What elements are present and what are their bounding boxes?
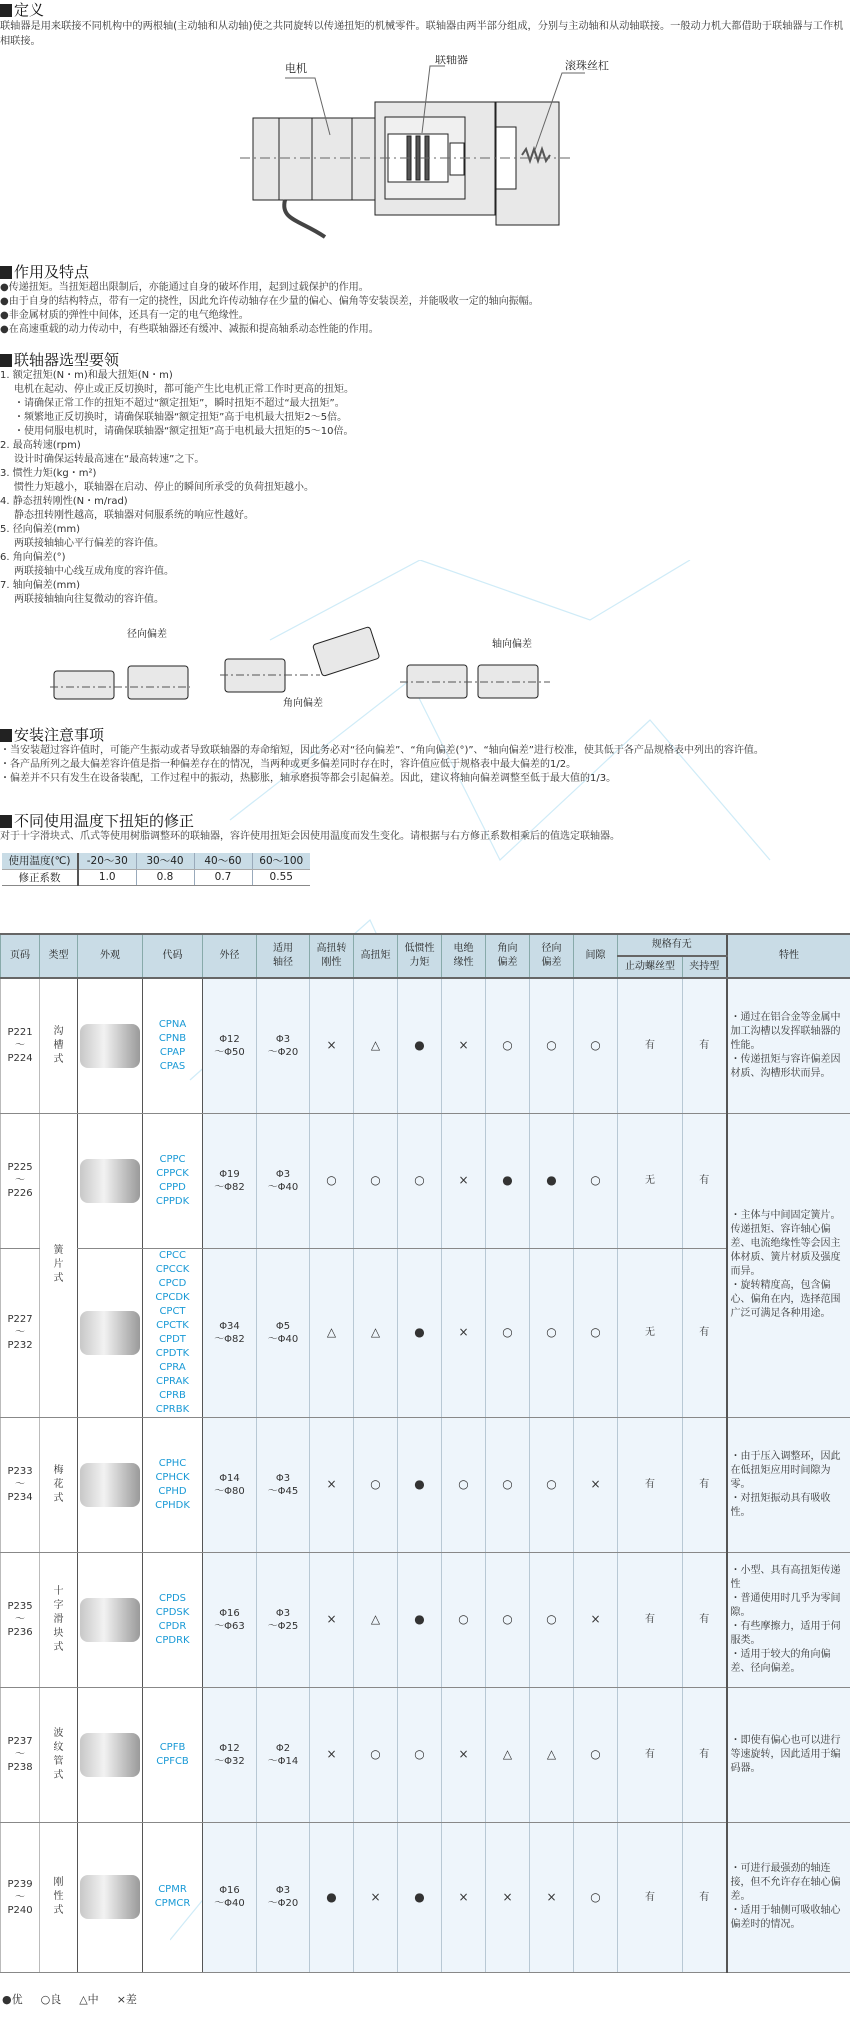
rating-cell: △ <box>530 1687 574 1822</box>
col-insulation: 电绝缘性 <box>442 934 486 978</box>
label-angular: 角向偏差 <box>283 698 323 709</box>
install-item: ・当安装超过容许值时，可能产生振动或者导致联轴器的寿命缩短，因此务必对“径向偏差”、“角向偏差(°)”、“轴向偏差”进行校准，使其低于各产品规格表中列出的容许值。 <box>0 745 764 756</box>
col-torque: 高扭矩 <box>354 934 398 978</box>
selection-line: ・请确保正常工作的扭矩不超过“额定扭矩”，瞬时扭矩不超过“最大扭矩”。 <box>14 398 345 409</box>
rating-cell: ○ <box>574 1687 618 1822</box>
rating-cell: ○ <box>354 1113 398 1248</box>
label-axial: 轴向偏差 <box>492 639 532 650</box>
od-cell: Φ34 ～Φ82 <box>203 1248 257 1417</box>
selection-list <box>0 369 850 607</box>
temp-cell: 0.8 <box>136 869 194 885</box>
section-marker-icon <box>0 729 12 742</box>
product-image <box>78 1687 143 1822</box>
install-title-text: 安装注意事项 <box>14 726 105 744</box>
page-cell[interactable]: P221 ～ P224 <box>1 978 40 1113</box>
selection-title-text: 联轴器选型要领 <box>14 351 120 369</box>
product-image <box>78 1822 143 1972</box>
temp-cell: 0.55 <box>252 869 310 885</box>
rating-cell: ○ <box>442 1552 486 1687</box>
label-motor: 电机 <box>285 62 307 75</box>
definition-text: 联轴器是用来联接不同机构中的两根轴(主动轴和从动轴)使之共同旋转以传递扭矩的机械零件。联轴器由两半部分组成，分别与主动轴和从动轴联接。一般动力机大都借助于联轴器与工作机相联接。 <box>0 21 844 47</box>
temp-cell: 0.7 <box>194 869 252 885</box>
feature-cell: ・小型、具有高扭矩传递性 ・普通使用时几乎为零间隙。 ・有些摩擦力，适用于伺服类。 ・适用于较大的角向偏差、径向偏差。 <box>727 1552 850 1687</box>
rating-cell: ○ <box>486 1552 530 1687</box>
selection-line: ・使用伺服电机时，请确保联轴器“额定扭矩”高于电机最大扭矩的5～10倍。 <box>14 426 354 437</box>
clamp-cell: 有 <box>683 1113 727 1248</box>
code-cell[interactable]: CPFB CPFCB <box>143 1687 203 1822</box>
code-cell[interactable]: CPMR CPMCR <box>143 1822 203 1972</box>
selection-section <box>0 351 850 607</box>
coupling-photo-icon <box>80 1159 140 1203</box>
selection-line: 1. 额定扭矩(N・m)和最大扭矩(N・m) <box>0 370 173 381</box>
coupling-photo-icon <box>80 1024 140 1068</box>
col-spec: 规格有无 <box>618 934 727 956</box>
od-cell: Φ16 ～Φ40 <box>203 1822 257 1972</box>
type-cell: 刚 性 式 <box>40 1822 78 1972</box>
rating-cell: △ <box>354 1248 398 1417</box>
od-cell: Φ16 ～Φ63 <box>203 1552 257 1687</box>
label-coupling: 联轴器 <box>435 55 468 66</box>
selection-line: 2. 最高转速(rpm) <box>0 440 81 451</box>
selection-line: 4. 静态扭转刚性(N・m/rad) <box>0 496 128 507</box>
feature-item: ●传递扭矩。当扭矩超出限制后，亦能通过自身的破坏作用，起到过载保护的作用。 <box>0 282 369 293</box>
rating-cell: ○ <box>530 1417 574 1552</box>
feature-cell: ・可进行最强劲的轴连接，但不允许存在轴心偏差。 ・适用于轴侧可吸收轴心偏差时的情况。 <box>727 1822 850 1972</box>
rating-cell: × <box>310 1552 354 1687</box>
feature-item: ●非金属材质的弹性中间体，还具有一定的电气绝缘性。 <box>0 310 249 321</box>
rating-cell: × <box>310 1417 354 1552</box>
rating-cell: × <box>354 1822 398 1972</box>
rating-cell: ● <box>398 1822 442 1972</box>
section-marker-icon <box>0 266 12 279</box>
clamp-cell: 有 <box>683 1687 727 1822</box>
col-angular: 角向偏差 <box>486 934 530 978</box>
feature-item: ●在高速重载的动力传动中，有些联轴器还有缓冲、减振和提高轴系动态性能的作用。 <box>0 324 379 335</box>
setscrew-cell: 无 <box>618 1248 683 1417</box>
rating-cell: × <box>574 1417 618 1552</box>
rating-cell: ○ <box>398 1113 442 1248</box>
shaft-cell: Φ3 ～Φ25 <box>257 1552 310 1687</box>
selection-line: 两联接轴轴心平行偏差的容许值。 <box>14 538 164 549</box>
legend-medium: △中 <box>79 1993 99 2006</box>
shaft-cell: Φ3 ～Φ20 <box>257 1822 310 1972</box>
definition-section <box>0 1 850 49</box>
install-item: ・各产品所列之最大偏差容许值是指一种偏差存在的情况，当两种或更多偏差同时存在时，容许值应低于规格表中最大偏差的1/2。 <box>0 759 577 770</box>
install-section <box>0 726 850 786</box>
rating-cell: ○ <box>530 978 574 1113</box>
shaft-cell: Φ3 ～Φ40 <box>257 1113 310 1248</box>
shaft-cell: Φ3 ～Φ20 <box>257 978 310 1113</box>
product-image <box>78 1113 143 1248</box>
type-cell: 沟 槽 式 <box>40 978 78 1113</box>
temp-header-cell: 30～40 <box>136 853 194 869</box>
legend-excellent: ●优 <box>2 1993 23 2006</box>
feature-cell: ・主体与中间固定簧片。传递扭矩、容许轴心偏差、电流绝缘性等会因主体材质、簧片材质及强度而异。 ・旋转精度高，包含偏心、偏角在内，选择范围广泛可满足各种用途。 <box>727 1113 850 1417</box>
section-marker-icon <box>0 354 12 367</box>
definition-title <box>0 1 850 19</box>
code-cell[interactable]: CPCC CPCCK CPCD CPCDK CPCT CPCTK CPDT CPDTK CPRA CPRAK CPRB CPRBK <box>143 1248 203 1417</box>
table-row <box>1 978 850 1113</box>
setscrew-cell: 有 <box>618 1687 683 1822</box>
table-row <box>1 1417 850 1552</box>
rating-cell: △ <box>486 1687 530 1822</box>
od-cell: Φ12 ～Φ50 <box>203 978 257 1113</box>
od-cell: Φ14 ～Φ80 <box>203 1417 257 1552</box>
clamp-cell: 有 <box>683 1248 727 1417</box>
features-section <box>0 263 850 337</box>
selection-line: 两联接轴中心线互成角度的容许值。 <box>14 566 174 577</box>
rating-cell: ○ <box>530 1248 574 1417</box>
col-clamp: 夹持型 <box>683 956 727 978</box>
setscrew-cell: 有 <box>618 1552 683 1687</box>
col-page: 页码 <box>1 934 40 978</box>
rating-cell: ● <box>310 1822 354 1972</box>
page-cell[interactable]: P227 ～ P232 <box>1 1248 40 1417</box>
table-row <box>1 1113 850 1248</box>
rating-cell: ○ <box>442 1417 486 1552</box>
clamp-cell: 有 <box>683 1822 727 1972</box>
setscrew-cell: 有 <box>618 1417 683 1552</box>
selection-line: 电机在起动、停止或正反切换时，都可能产生比电机正常工作时更高的扭矩。 <box>14 384 354 395</box>
col-code: 代码 <box>143 934 203 978</box>
temp-header-cell: 使用温度(℃) <box>2 853 78 869</box>
rating-cell: × <box>310 978 354 1113</box>
feature-cell: ・由于压入调整环，因此在低扭矩应用时间隙为零。 ・对扭矩振动具有吸收性。 <box>727 1417 850 1552</box>
coupling-photo-icon <box>80 1598 140 1642</box>
rating-cell: ○ <box>486 1417 530 1552</box>
misalignment-diagrams <box>40 615 820 710</box>
col-od: 外径 <box>203 934 257 978</box>
coupling-comparison-table <box>0 933 850 1973</box>
col-type: 类型 <box>40 934 78 978</box>
selection-line: 5. 径向偏差(mm) <box>0 524 81 535</box>
table-row <box>1 1822 850 1972</box>
temp-header-cell: 60～100 <box>252 853 310 869</box>
coupling-photo-icon <box>80 1311 140 1355</box>
col-setscrew: 止动螺丝型 <box>618 956 683 978</box>
coupling-photo-icon <box>80 1733 140 1777</box>
setscrew-cell: 有 <box>618 978 683 1113</box>
selection-line: 惯性力矩越小，联轴器在启动、停止的瞬间所承受的负荷扭矩越小。 <box>14 482 314 493</box>
rating-cell: × <box>442 978 486 1113</box>
symbol-legend <box>2 1991 137 2007</box>
selection-line: 6. 角向偏差(°) <box>0 552 66 563</box>
type-cell: 波 纹 管 式 <box>40 1687 78 1822</box>
setscrew-cell: 有 <box>618 1822 683 1972</box>
col-rigid: 高扭转刚性 <box>310 934 354 978</box>
rating-cell: ○ <box>574 1248 618 1417</box>
selection-line: 两联接轴轴向往复微动的容许值。 <box>14 594 164 605</box>
clamp-cell: 有 <box>683 1552 727 1687</box>
temperature-text: 对于十字滑块式、爪式等使用树脂调整环的联轴器，容许使用扭矩会因使用温度而发生变化。请根据与右方修正系数相乘后的值选定联轴器。 <box>0 831 620 842</box>
rating-cell: × <box>310 1687 354 1822</box>
rating-cell: ○ <box>574 1113 618 1248</box>
features-title <box>0 263 850 281</box>
feature-cell: ・通过在铝合金等金属中加工沟槽以发挥联轴器的性能。 ・传递扭矩与容许偏差因材质、沟槽形状而异。 <box>727 978 850 1113</box>
temperature-table <box>2 853 310 886</box>
rating-cell: ○ <box>354 1417 398 1552</box>
install-title <box>0 726 850 744</box>
clamp-cell: 有 <box>683 1417 727 1552</box>
od-cell: Φ12 ～Φ32 <box>203 1687 257 1822</box>
rating-cell: ● <box>398 1248 442 1417</box>
feature-item: ●由于自身的结构特点，带有一定的挠性，因此允许传动轴存在少量的偏心、偏角等安装误差，并能吸收一定的轴向振幅。 <box>0 296 539 307</box>
temp-cell: 1.0 <box>78 869 136 885</box>
od-cell: Φ19 ～Φ82 <box>203 1113 257 1248</box>
selection-line: 7. 轴向偏差(mm) <box>0 580 81 591</box>
temp-header-cell: -20～30 <box>78 853 136 869</box>
temperature-title <box>0 812 850 830</box>
section-marker-icon <box>0 4 12 17</box>
rating-cell: ○ <box>486 978 530 1113</box>
table-row <box>1 1248 850 1417</box>
coupling-photo-icon <box>80 1463 140 1507</box>
rating-cell: △ <box>310 1248 354 1417</box>
rating-cell: × <box>574 1552 618 1687</box>
col-shaft: 适用轴径 <box>257 934 310 978</box>
page-cell[interactable]: P235 ～ P236 <box>1 1552 40 1687</box>
rating-cell: ● <box>398 1417 442 1552</box>
col-look: 外观 <box>78 934 143 978</box>
rating-cell: ○ <box>574 978 618 1113</box>
col-inertia: 低惯性力矩 <box>398 934 442 978</box>
rating-cell: ○ <box>486 1248 530 1417</box>
coupling-photo-icon <box>80 1875 140 1919</box>
rating-cell: ● <box>398 978 442 1113</box>
product-image <box>78 1248 143 1417</box>
coupling-diagram <box>200 55 650 255</box>
rating-cell: ○ <box>310 1113 354 1248</box>
type-cell: 簧 片 式 <box>40 1113 78 1417</box>
section-marker-icon <box>0 815 12 828</box>
product-image <box>78 1552 143 1687</box>
setscrew-cell: 无 <box>618 1113 683 1248</box>
temp-header-cell: 40～60 <box>194 853 252 869</box>
clamp-cell: 有 <box>683 978 727 1113</box>
legend-good: ○良 <box>40 1993 62 2006</box>
rating-cell: ● <box>530 1113 574 1248</box>
rating-cell: ● <box>398 1552 442 1687</box>
rating-cell: ○ <box>530 1552 574 1687</box>
legend-poor: ×差 <box>116 1993 137 2006</box>
code-cell[interactable]: CPHC CPHCK CPHD CPHDK <box>143 1417 203 1552</box>
rating-cell: × <box>442 1687 486 1822</box>
col-gap: 间隙 <box>574 934 618 978</box>
rating-cell: × <box>530 1822 574 1972</box>
feature-cell: ・即使有偏心也可以进行等速旋转，因此适用于编码器。 <box>727 1687 850 1822</box>
type-cell: 十 字 滑 块 式 <box>40 1552 78 1687</box>
type-cell: 梅 花 式 <box>40 1417 78 1552</box>
selection-title <box>0 351 850 369</box>
rating-cell: × <box>442 1822 486 1972</box>
product-image <box>78 1417 143 1552</box>
temp-cell: 修正系数 <box>2 869 78 885</box>
shaft-cell: Φ2 ～Φ14 <box>257 1687 310 1822</box>
temperature-title-text: 不同使用温度下扭矩的修正 <box>14 812 195 830</box>
page-cell[interactable]: P233 ～ P234 <box>1 1417 40 1552</box>
product-image <box>78 978 143 1113</box>
selection-line: ・频繁地正反切换时，请确保联轴器“额定扭矩”高于电机最大扭矩2～5倍。 <box>14 412 348 423</box>
label-radial: 径向偏差 <box>127 629 167 640</box>
label-ballscrew: 滚珠丝杠 <box>565 59 609 72</box>
col-radial: 径向偏差 <box>530 934 574 978</box>
rating-cell: ○ <box>354 1687 398 1822</box>
rating-cell: △ <box>354 1552 398 1687</box>
temperature-section <box>0 812 850 844</box>
col-feature: 特性 <box>727 934 850 978</box>
rating-cell: ● <box>486 1113 530 1248</box>
rating-cell: △ <box>354 978 398 1113</box>
rating-cell: × <box>442 1113 486 1248</box>
selection-line: 静态扭转刚性越高，联轴器对伺服系统的响应性越好。 <box>14 510 254 521</box>
page-cell[interactable]: P239 ～ P240 <box>1 1822 40 1972</box>
code-cell[interactable]: CPDS CPDSK CPDR CPDRK <box>143 1552 203 1687</box>
definition-title-text: 定义 <box>14 1 45 19</box>
table-row <box>1 1687 850 1822</box>
code-cell[interactable]: CPPC CPPCK CPPD CPPDK <box>143 1113 203 1248</box>
features-title-text: 作用及特点 <box>14 263 90 281</box>
install-item: ・偏差并不只有发生在设备装配，工作过程中的振动，热膨胀，轴承磨损等都会引起偏差。因此，建议将轴向偏差调整至低于最大值的1/3。 <box>0 773 617 784</box>
table-row <box>1 1552 850 1687</box>
code-cell[interactable]: CPNA CPNB CPAP CPAS <box>143 978 203 1113</box>
selection-line: 3. 惯性力矩(kg・m²) <box>0 468 97 479</box>
page-cell[interactable]: P225 ～ P226 <box>1 1113 40 1248</box>
rating-cell: × <box>486 1822 530 1972</box>
rating-cell: ○ <box>574 1822 618 1972</box>
shaft-cell: Φ5 ～Φ40 <box>257 1248 310 1417</box>
selection-line: 设计时确保运转最高速在“最高转速”之下。 <box>14 454 205 465</box>
rating-cell: ○ <box>398 1687 442 1822</box>
page-cell[interactable]: P237 ～ P238 <box>1 1687 40 1822</box>
rating-cell: × <box>442 1248 486 1417</box>
shaft-cell: Φ3 ～Φ45 <box>257 1417 310 1552</box>
